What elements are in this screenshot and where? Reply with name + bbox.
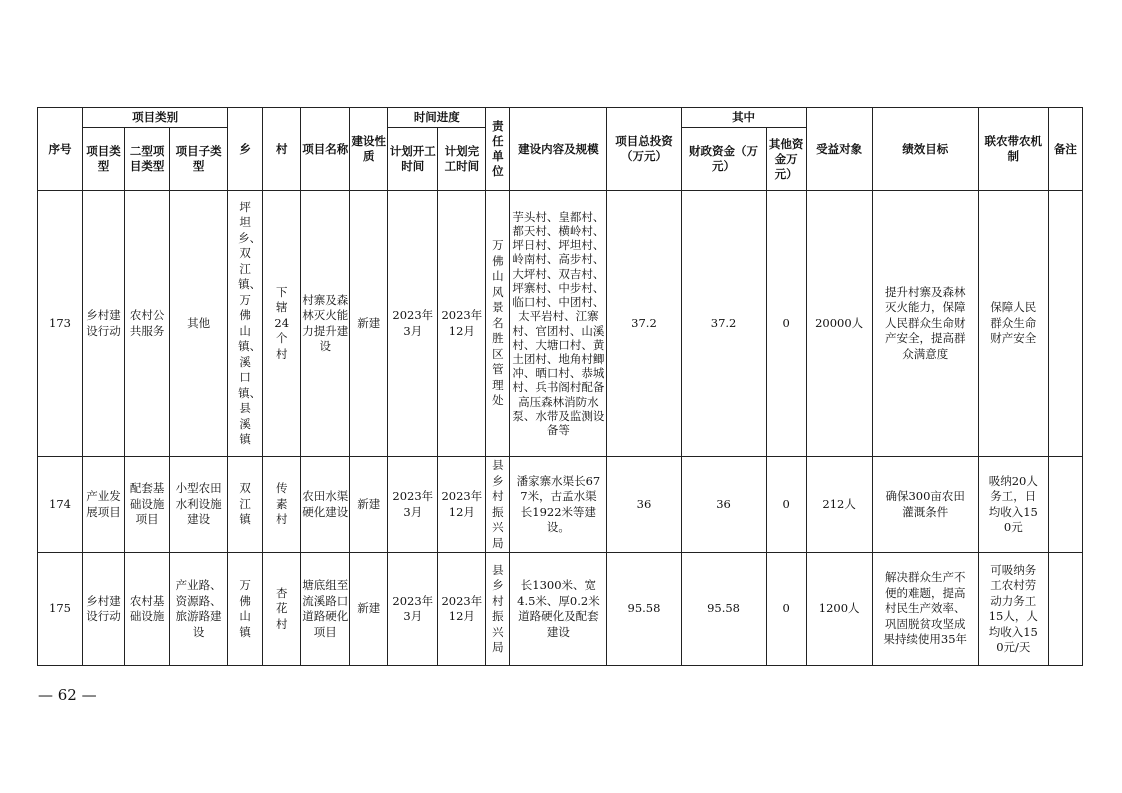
cell-responsible-unit: 县乡村振兴局: [486, 457, 510, 553]
cell-mechanism: 保障人民群众生命财产安全: [978, 191, 1048, 457]
cell-performance-goal: 确保300亩农田灌溉条件: [872, 457, 978, 553]
header-secondary-type: 二型项目类型: [125, 128, 170, 191]
cell-seq: 173: [38, 191, 83, 457]
cell-subtype: 小型农田水利设施建设: [170, 457, 228, 553]
cell-responsible-unit: 万佛山风景名胜区管理处: [486, 191, 510, 457]
cell-content: 长1300米、宽4.5米、厚0.2米道路硬化及配套建设: [510, 553, 607, 666]
cell-fiscal-fund: 95.58: [681, 553, 766, 666]
header-project-name: 项目名称: [301, 108, 350, 191]
cell-build-nature: 新建: [350, 457, 388, 553]
header-other-fund: 其他资金万元）: [766, 128, 806, 191]
header-responsible-unit: 责任单位: [486, 108, 510, 191]
cell-remark: [1048, 457, 1082, 553]
cell-total-investment: 36: [607, 457, 681, 553]
page-number: — 62 —: [38, 686, 97, 704]
cell-secondary-type: 农村公共服务: [125, 191, 170, 457]
cell-plan-end: 2023年12月: [438, 457, 486, 553]
header-beneficiary: 受益对象: [806, 108, 872, 191]
cell-project-name: 村寨及森林灭火能力提升建设: [301, 191, 350, 457]
table-row: [38, 553, 1083, 666]
cell-content: 潘家寨水渠长677米，古孟水渠长1922米等建设。: [510, 457, 607, 553]
table-row: [38, 191, 1083, 457]
cell-village: 传素村: [263, 457, 301, 553]
cell-beneficiary: 1200人: [806, 553, 872, 666]
cell-subtype: 产业路、资源路、旅游路建设: [170, 553, 228, 666]
cell-beneficiary: 212人: [806, 457, 872, 553]
header-build-nature: 建设性质: [350, 108, 388, 191]
cell-village: 下辖24个村: [263, 191, 301, 457]
cell-content: 芋头村、皇都村、都天村、横岭村、坪日村、坪坦村、岭南村、高步村、大坪村、双吉村、坪寨村、中步村、临口村、中团村、太平岩村、江寨村、官团村、山溪村、大塘口村、黄土团村、地角村鲫冲、晒口村、恭城村、兵书阁村配备高压森林消防水泵、水带及监测设备等: [510, 191, 607, 457]
cell-township: 双江镇: [228, 457, 263, 553]
cell-remark: [1048, 553, 1082, 666]
cell-fiscal-fund: 36: [681, 457, 766, 553]
header-project-type: 项目类型: [83, 128, 125, 191]
cell-remark: [1048, 191, 1082, 457]
header-total-investment: 项目总投资（万元）: [607, 108, 681, 191]
cell-project-type: 乡村建设行动: [83, 553, 125, 666]
cell-plan-end: 2023年12月: [438, 553, 486, 666]
cell-beneficiary: 20000人: [806, 191, 872, 457]
cell-project-type: 产业发展项目: [83, 457, 125, 553]
header-schedule: 时间进度: [388, 108, 486, 128]
cell-other-fund: 0: [766, 457, 806, 553]
project-table: [37, 107, 1083, 666]
cell-other-fund: 0: [766, 191, 806, 457]
cell-secondary-type: 农村基础设施: [125, 553, 170, 666]
cell-build-nature: 新建: [350, 553, 388, 666]
header-of-which: 其中: [681, 108, 806, 128]
header-plan-end: 计划完工时间: [438, 128, 486, 191]
cell-secondary-type: 配套基础设施项目: [125, 457, 170, 553]
cell-mechanism: 可吸纳务工农村劳动力务工15人，人均收入150元/天: [978, 553, 1048, 666]
cell-township: 坪坦乡、双江镇、万佛山镇、溪口镇、县溪镇: [228, 191, 263, 457]
cell-responsible-unit: 县乡村振兴局: [486, 553, 510, 666]
header-township: 乡: [228, 108, 263, 191]
cell-project-name: 农田水渠硬化建设: [301, 457, 350, 553]
header-category: 项目类别: [83, 108, 228, 128]
cell-township: 万佛山镇: [228, 553, 263, 666]
header-content: 建设内容及规模: [510, 108, 607, 191]
cell-seq: 174: [38, 457, 83, 553]
cell-project-name: 塘底组至流溪路口道路硬化项目: [301, 553, 350, 666]
cell-plan-start: 2023年3月: [388, 191, 438, 457]
header-plan-start: 计划开工时间: [388, 128, 438, 191]
cell-plan-end: 2023年12月: [438, 191, 486, 457]
header-mechanism: 联农带农机制: [978, 108, 1048, 191]
cell-build-nature: 新建: [350, 191, 388, 457]
header-fiscal-fund: 财政资金（万元）: [681, 128, 766, 191]
cell-village: 杏花村: [263, 553, 301, 666]
header-remark: 备注: [1048, 108, 1082, 191]
table-row: [38, 457, 1083, 553]
cell-fiscal-fund: 37.2: [681, 191, 766, 457]
header-village: 村: [263, 108, 301, 191]
cell-project-type: 乡村建设行动: [83, 191, 125, 457]
cell-plan-start: 2023年3月: [388, 457, 438, 553]
cell-subtype: 其他: [170, 191, 228, 457]
cell-seq: 175: [38, 553, 83, 666]
header-performance-goal: 绩效目标: [872, 108, 978, 191]
cell-total-investment: 95.58: [607, 553, 681, 666]
header-subtype: 项目子类型: [170, 128, 228, 191]
cell-total-investment: 37.2: [607, 191, 681, 457]
cell-performance-goal: 提升村寨及森林灭火能力，保障人民群众生命财产安全，提高群众满意度: [872, 191, 978, 457]
cell-performance-goal: 解决群众生产不便的难题，提高村民生产效率、巩固脱贫攻坚成果持续使用35年: [872, 553, 978, 666]
cell-mechanism: 吸纳20人务工，日均收入150元: [978, 457, 1048, 553]
cell-plan-start: 2023年3月: [388, 553, 438, 666]
cell-other-fund: 0: [766, 553, 806, 666]
header-seq: 序号: [38, 108, 83, 191]
